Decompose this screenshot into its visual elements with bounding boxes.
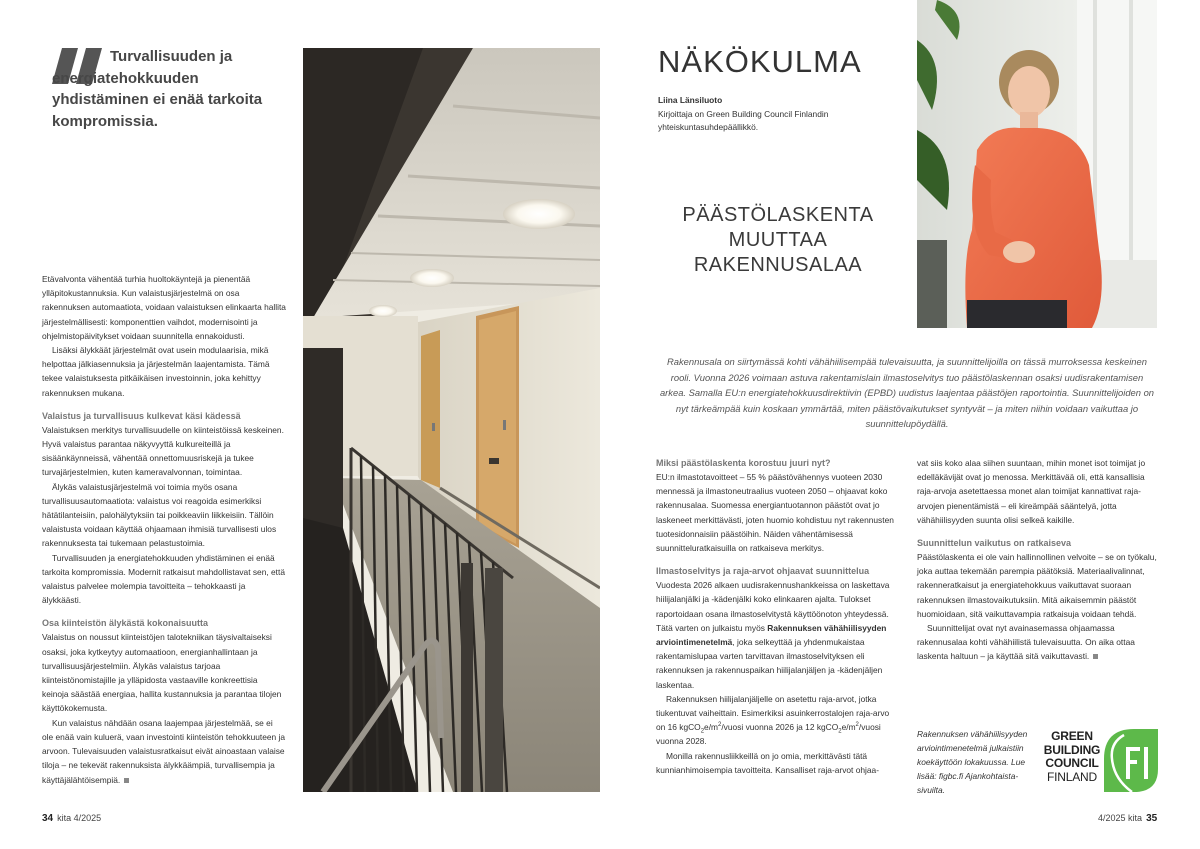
section-heading-why: Miksi päästölaskenta korostuu juuri nyt? bbox=[656, 458, 831, 468]
right-article-column-2 bbox=[917, 456, 1157, 664]
author-role: Kirjoittaja on Green Building Council Finlandin yhteiskuntasuhdepäällikkö. bbox=[658, 109, 829, 132]
article-lead: Rakennusala on siirtymässä kohti vähähiilisempää tulevaisuutta, ja suunnittelijoilla on tässä murroksessa keskeinen rooli. Vuonna 2026 voimaan astuva rakentamislain ilmastoselvitys tuo päästölaskennan osaksi uudisrakentamisen arkea. Samalla EU:n energiatehokkuusdirektiivin (EPBD) uudistus laajentaa päästöjen raportointia. Suunnittelijoiden on nyt tärkeämpää kuin koskaan ymmärtää, miten päästövaikutukset syntyvät – ja miten niihin voidaan vaikuttaa jo suunnittelupöydällä. bbox=[659, 356, 1155, 429]
author-name: Liina Länsiluoto bbox=[658, 95, 723, 105]
design-paragraph-2: Suunnittelijat ovat nyt avainasemassa ohjaamassa rakennusalaa kohti vähähiilistä tulevaisuutta. On aika ottaa laskenta haltuun – ja käyttää sitä vaikuttavasti. bbox=[917, 623, 1135, 662]
headline-line: PÄÄSTÖLASKENTA bbox=[682, 204, 874, 226]
section-heading-design: Suunnittelun vaikutus on ratkaiseva bbox=[917, 538, 1072, 549]
end-mark-icon bbox=[1093, 654, 1098, 659]
intro-paragraph-2: Lisäksi älykkäät järjestelmät ovat usein modulaarisia, mikä helpottaa jälkiasennuksia ja järjestelmän laajentamista. Tämä tekee valaistuksesta pitkäikäisen investoinnin, joka kehittyy rakennuksen mukana. bbox=[42, 345, 270, 398]
gbc-leaf-logo-icon bbox=[1104, 729, 1158, 792]
left-article-column bbox=[42, 272, 286, 787]
safety-paragraph-2: Älykäs valaistusjärjestelmä voi toimia myös osana turvallisuusautomaatiota: valaistus voi reagoida esimerkiksi hätätilanteisiin, palohälytyksiin tai poikkeaviin liikkeisiin. Tällöin valaistusta voidaan käyttää ohjaamaan ihmisiä turvallisesti ulos rakennuksesta tai tukemaan pelastustoimia. bbox=[42, 481, 277, 549]
headline-line: RAKENNUSALAA bbox=[693, 254, 863, 276]
why-paragraph: EU:n ilmastotavoitteet – 55 % päästövähennys vuoteen 2030 mennessä ja ilmastoneutraalius vuoteen 2050 – ohjaavat koko rakennusalaa. Suomessa energiantuotannon päästöt ovat jo laskeneet merkittävästi, joten huomio kohdistuu nyt rakennusten tuotesidonnaisiin päästöihin. Näiden vähentämisessä suunnitteluratkaisuilla on ratkaiseva merkitys. bbox=[656, 472, 894, 554]
section-heading-climate: Ilmastoselvitys ja raja-arvot ohjaavat suunnittelua bbox=[656, 566, 870, 577]
intro-paragraph-1: Etävalvonta vähentää turhia huoltokäyntejä ja pienentää ylläpitokustannuksia. Kun valaistusjärjestelmä on osa rakennuksen automaatiota, voidaan valaistuksen elinkaarta hallita järjestelmällisesti: komponenttien vaihdot, modernisointi ja ohjelmistopäivitykset voidaan suunnitella ennakoidusti. bbox=[42, 274, 286, 341]
author-portrait-photo bbox=[917, 0, 1157, 328]
design-paragraph-1: Päästölaskenta ei ole vain hallinnollinen velvoite – se on työkalu, joka auttaa tekemään parempia päätöksiä. Materiaalivalinnat, rakenneratkaisut ja energiatehokkuus vaikuttavat suoraan rakennuksen ilmastovaikutuksiin. Mitä aikaisemmin päästöt huomioidaan, sitä vaikuttavampia ratkaisuja voidaan tehdä. bbox=[917, 552, 1157, 619]
smart-paragraph-1: Valaistus on noussut kiinteistöjen talotekniikan täysivaltaiseksi osaksi, joka kytkeytyy automaatioon, energianhallintaan ja turvallisuusjärjestelmiin. Älykäs valaistus tarjoaa kiinteistönomistajille ja ylläpidosta vastaaville konkreettisia keinoja säästää energiaa, hallita kustannuksia ja parantaa tilojen käyttökokemusta. bbox=[42, 632, 282, 714]
section-heading-safety: Valaistus ja turvallisuus kulkevat käsi kädessä bbox=[42, 410, 241, 421]
climate-paragraph-1: Vuodesta 2026 alkaen uudisrakennushankkeissa on laskettava hiilijalanjälki ja -kädenjälki koko elinkaaren ajalta. Tulokset raportoidaan osana ilmastoselvitystä käyttöönoton yhteydessä. Tätä varten on julkaistu myös Rakennuksen vähähiilisyyden arviointimenetelmä, joka selkeyttää ja yhdenmukaistaa rakentamislupaa varten tarvittavan ilmastoselvityksen eli rakennuksen ja rakennuspaikan hiilijalanjäljen ja -kädenjäljen laskentaa. bbox=[656, 580, 890, 690]
continuation-paragraph: vat siis koko alaa siihen suuntaan, mihin monet isot toimijat jo edelläkävijät ovat jo menossa. Merkittävää oli, että kansallisia raja-arvoja asetettaessa monet alan toimijat kannattivat raja-arvojen pienentämistä – eli kireämpää sääntelyä, jotta vähähiilisyyden suunta olisi selkeä kaikille. bbox=[917, 458, 1146, 525]
stairwell-photo bbox=[303, 48, 600, 792]
right-article-column-1 bbox=[656, 456, 899, 777]
section-heading-smart: Osa kiinteistön älykästä kokonaisuutta bbox=[42, 618, 209, 629]
end-mark-icon bbox=[124, 778, 129, 783]
pull-quote: Turvallisuuden ja energiatehokkuuden yhdistäminen ei enää tarkoita kompromissia. bbox=[52, 48, 263, 130]
climate-paragraph-2: Rakennuksen hiilijalanjäljelle on asetettu raja-arvot, jotka tiukentuvat vaiheittain. Esimerkiksi asuinkerrostalojen raja-arvo on 16 $kgCO_2e/m^2$/vuosi vuonna 2026 ja 12 $kgCO_2e/m^2$/vuosi vuonna 2028. bbox=[656, 693, 890, 747]
gbc-logo-text: GREEN BUILDING COUNCIL FINLAND bbox=[1043, 729, 1101, 784]
safety-paragraph-1: Valaistuksen merkitys turvallisuudelle on kiinteistöissä keskeinen. Hyvä valaistus parantaa näkyvyyttä kulkureiteillä ja sisäänkäynneissä, vähentää onnettomuusriskejä ja tukee turvajärjestelmien, kuten kameravalvonnan, toimintaa. bbox=[42, 424, 284, 478]
folio-right: 4/2025 kita 35 bbox=[1098, 813, 1158, 824]
headline-line: MUUTTAA bbox=[728, 229, 828, 251]
safety-paragraph-3: Turvallisuuden ja energiatehokkuuden yhdistäminen ei enää tarkoita kompromissia. Modernit ratkaisut mahdollistavat sen, että valaistus palvelee molempia tavoitteita – tehokkaasti ja älykkäästi. bbox=[42, 552, 285, 606]
folio-left: 34 kita 4/2025 bbox=[42, 813, 102, 824]
climate-paragraph-3: Monilla rakennusliikkeillä on jo omia, merkittävästi tätä kunnianhimoisempia tavoitteita. Kansalliset raja-arvot ohjaa- bbox=[656, 750, 879, 775]
sidebar-caption: Rakennuksen vähähiilisyyden arviointimenetelmä julkaistiin koekäyttöön lokakuussa. Lue lisää: figbc.fi Ajankohtaista-sivuilta. bbox=[917, 729, 1028, 795]
smart-paragraph-2: Kun valaistus nähdään osana laajempaa järjestelmää, se ei ole enää vain kuluerä, vaan investointi kiinteistön tehokkuuteen ja arvoon. Tulevaisuuden valaistusratkaisut eivät ainoastaan valaise tiloja – ne tekevät rakennuksista älykkäämpiä, turvallisempia ja käyttäjälähtöisempiä. bbox=[42, 717, 286, 785]
section-kicker: NÄKÖKULMA bbox=[658, 44, 862, 79]
article-headline bbox=[658, 203, 898, 278]
